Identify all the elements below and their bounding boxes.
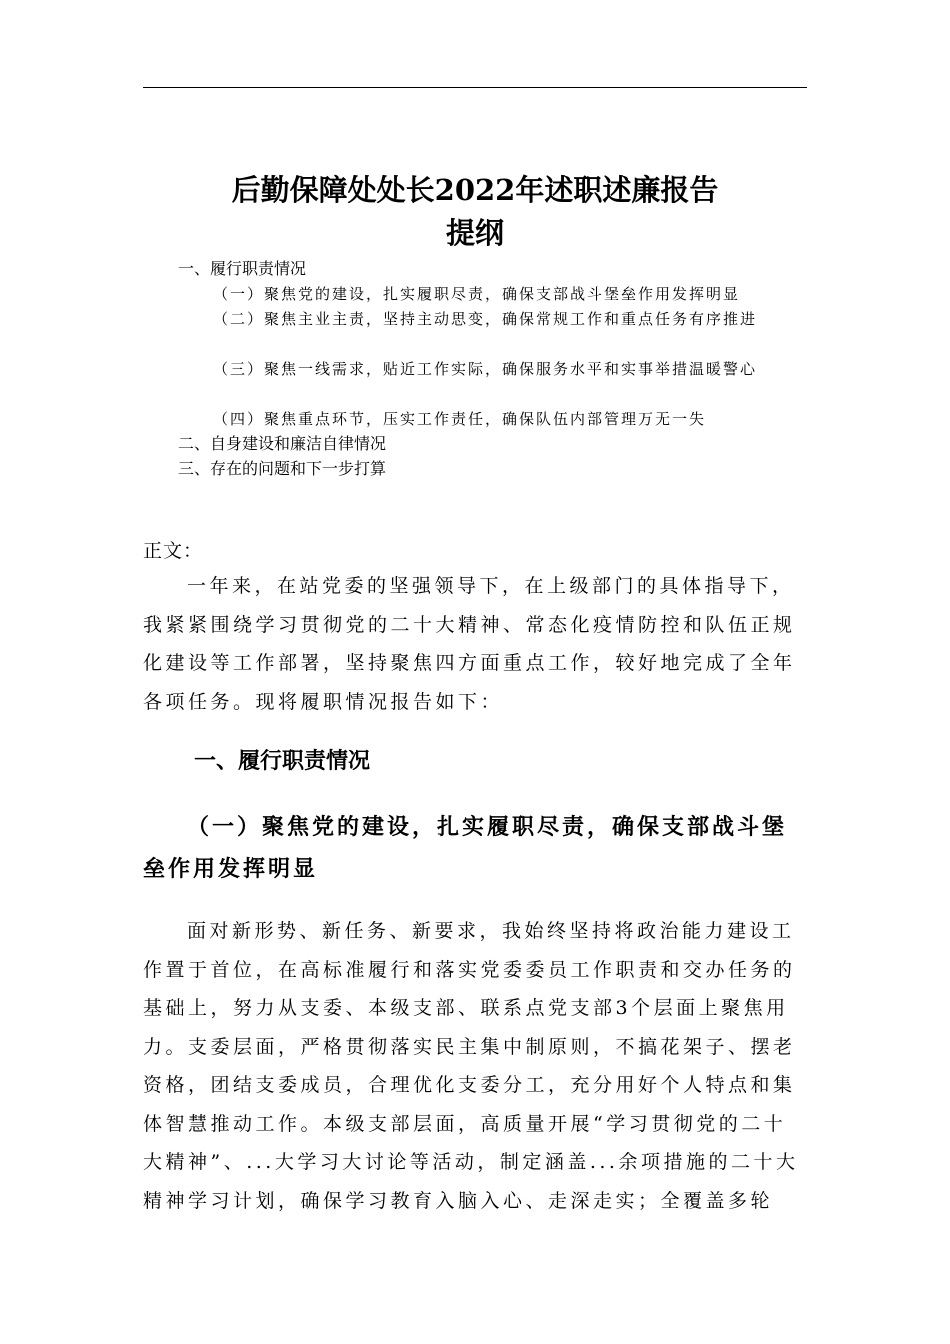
outline-item-1: 一、履行职责情况 [178, 259, 307, 278]
document-title: 后勤保障处处长2022年述职述廉报告 [231, 173, 719, 207]
outline-subitem-4: （四）聚焦重点环节，压实工作责任，确保队伍内部管理万无一失 [213, 410, 707, 428]
section-heading: 一、履行职责情况 [194, 749, 371, 774]
outline-item-3: 三、存在的问题和下一步打算 [178, 459, 387, 478]
document-subtitle: 提纲 [445, 216, 504, 250]
body-label: 正文： [143, 540, 204, 562]
header-rule [143, 87, 807, 88]
outline-subitem-3: （三）聚焦一线需求，贴近工作实际，确保服务水平和实事举措温暖警心 [213, 360, 758, 378]
outline-item-2: 二、自身建设和廉洁自律情况 [178, 434, 387, 453]
outline-subitem-2: （二）聚焦主业主责，坚持主动思变，确保常规工作和重点任务有序推进 [213, 310, 758, 328]
subsection-heading: （一）聚焦党的建设，扎实履职尽责，确保支部战斗堡垒作用发挥明显 [143, 814, 788, 882]
outline-subitem-1: （一）聚焦党的建设，扎实履职尽责，确保支部战斗堡垒作用发挥明显 [213, 285, 741, 303]
intro-paragraph: 一年来，在站党委的坚强领导下，在上级部门的具体指导下，我紧紧围绕学习贯彻党的二十大精神、常态化疫情防控和队伍正规化建设等工作部署，坚持聚焦四方面重点工作，较好地完成了全年各项任务。现将履职情况报告如下： [143, 575, 796, 713]
body-paragraph: 面对新形势、新任务、新要求，我始终坚持将政治能力建设工作置于首位，在高标准履行和落实党委委员工作职责和交办任务的基础上，努力从支委、本级支部、联系点党支部3个层面上聚焦用力。支委层面，严格贯彻落实民主集中制原则，不搞花架子、摆老资格，团结支委成员，合理优化支委分工，充分用好个人特点和集体智慧推动工作。本级支部层面，高质量开展“学习贯彻党的二十大精神”、...大学习大讨论等活动，制定涵盖...余项措施的二十大精神学习计划，确保学习教育入脑入心、走深走实；全覆盖多轮 [143, 920, 799, 1212]
